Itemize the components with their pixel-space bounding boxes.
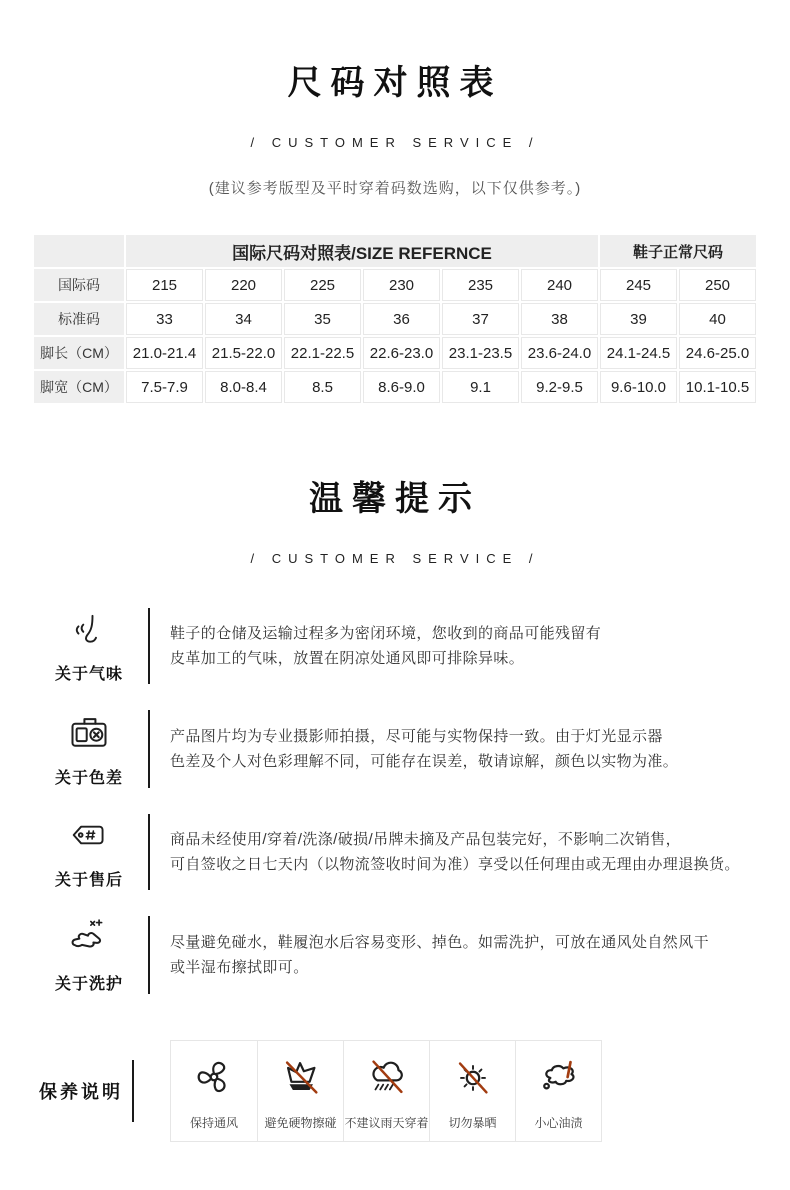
- table-cell: 37: [442, 303, 519, 335]
- size-chart-note: (建议参考版型及平时穿着码数选购，以下仅供参考。): [208, 180, 582, 197]
- care-item-label: 不建议雨天穿着: [344, 1116, 429, 1130]
- bottom-whitespace: [0, 1142, 790, 1190]
- no-rain-icon: [364, 1054, 410, 1105]
- care-item-label: 切勿暴晒: [448, 1116, 497, 1130]
- tip-odor: [30, 608, 760, 684]
- row-label: 国际码: [34, 269, 124, 301]
- tip-text-line: 尽量避免碰水，鞋履泡水后容易变形、掉色。如需洗护，可放在通风处自然风干: [170, 934, 710, 951]
- vertical-divider: [132, 1060, 134, 1122]
- table-cell: 9.2-9.5: [521, 371, 598, 403]
- tip-label-odor: 关于气味: [54, 666, 123, 683]
- table-cell: 21.5-22.0: [205, 337, 282, 369]
- tip-label-aftersales: 关于售后: [54, 872, 123, 889]
- table-row-international: [34, 269, 756, 301]
- row-label: 脚宽（CM）: [34, 371, 124, 403]
- table-cell: 21.0-21.4: [126, 337, 203, 369]
- table-cell: 9.1: [442, 371, 519, 403]
- tip-text-line: 产品图片均为专业摄影师拍摄，尽可能与实物保持一致。由于灯光显示器: [170, 728, 663, 745]
- table-cell: 220: [205, 269, 282, 301]
- tag-icon: [68, 814, 110, 861]
- tip-washing-care: [30, 916, 760, 994]
- tip-after-sales: [30, 814, 760, 890]
- care-item-label: 保持通风: [189, 1116, 238, 1130]
- table-cell: 23.6-24.0: [521, 337, 598, 369]
- tip-text-line: 可自签收之日七天内（以物流签收时间为准）享受以任何理由或无理由办理退换货。: [170, 856, 740, 873]
- oil-stain-icon: [536, 1054, 582, 1105]
- table-cell: 22.6-23.0: [363, 337, 440, 369]
- table-cell: 245: [600, 269, 677, 301]
- table-cell: 230: [363, 269, 440, 301]
- table-cell: 7.5-7.9: [126, 371, 203, 403]
- customer-service-divider: / CUSTOMER SERVICE /: [250, 551, 540, 566]
- care-section-label: 保养说明: [39, 1082, 123, 1102]
- table-cell: 35: [284, 303, 361, 335]
- size-table-corner-cell: [34, 235, 124, 267]
- table-cell: 8.0-8.4: [205, 371, 282, 403]
- row-label: 标准码: [34, 303, 124, 335]
- size-table-header-right: 鞋子正常尺码: [600, 235, 756, 267]
- tip-text-line: 皮革加工的气味，放置在阴凉处通风即可排除异味。: [170, 650, 525, 667]
- table-cell: 34: [205, 303, 282, 335]
- table-cell: 9.6-10.0: [600, 371, 677, 403]
- table-cell: 8.5: [284, 371, 361, 403]
- table-cell: 24.6-25.0: [679, 337, 756, 369]
- care-section: [30, 1040, 760, 1142]
- care-item-no-rain: [343, 1041, 429, 1141]
- size-chart-title: 尺码对照表: [287, 64, 503, 102]
- tip-text-line: 鞋子的仓储及运输过程多为密闭环境，您收到的商品可能残留有: [170, 625, 602, 642]
- care-item-label: 小心油渍: [534, 1116, 583, 1130]
- table-cell: 36: [363, 303, 440, 335]
- warm-tips-title: 温馨提示: [309, 480, 481, 518]
- no-hard-object-icon: [278, 1054, 324, 1105]
- table-row-foot-width: [34, 371, 756, 403]
- tip-color-difference: [30, 710, 760, 788]
- tips-list: [0, 608, 790, 994]
- table-cell: 39: [600, 303, 677, 335]
- care-item-ventilation: [171, 1041, 257, 1141]
- table-cell: 24.1-24.5: [600, 337, 677, 369]
- table-cell: 240: [521, 269, 598, 301]
- row-label: 脚长（CM）: [34, 337, 124, 369]
- table-cell: 10.1-10.5: [679, 371, 756, 403]
- hand-wash-icon: [67, 916, 111, 965]
- table-cell: 225: [284, 269, 361, 301]
- table-cell: 215: [126, 269, 203, 301]
- care-item-label: 避免硬物擦碰: [264, 1116, 337, 1130]
- table-cell: 23.1-23.5: [442, 337, 519, 369]
- fan-icon: [191, 1054, 237, 1105]
- tip-label-washing: 关于洗护: [54, 976, 123, 993]
- table-row-standard: [34, 303, 756, 335]
- table-cell: 235: [442, 269, 519, 301]
- tip-label-color: 关于色差: [54, 770, 123, 787]
- table-cell: 33: [126, 303, 203, 335]
- tip-text-line: 或半湿布擦拭即可。: [170, 959, 309, 976]
- size-table-header-row: [34, 235, 756, 267]
- tip-text-line: 色差及个人对色彩理解不同，可能存在误差，敬请谅解，颜色以实物为准。: [170, 753, 679, 770]
- tip-text-line: 商品未经使用/穿着/洗涤/破损/吊牌未摘及产品包装完好，不影响二次销售，: [170, 831, 682, 848]
- customer-service-divider: / CUSTOMER SERVICE /: [250, 135, 540, 150]
- table-cell: 38: [521, 303, 598, 335]
- table-cell: 250: [679, 269, 756, 301]
- no-sun-icon: [450, 1054, 496, 1105]
- care-item-no-hard-objects: [257, 1041, 343, 1141]
- nose-icon: [68, 608, 110, 655]
- table-cell: 40: [679, 303, 756, 335]
- table-cell: 22.1-22.5: [284, 337, 361, 369]
- care-item-no-sun: [429, 1041, 515, 1141]
- care-item-oil-stains: [515, 1041, 601, 1141]
- care-grid: [170, 1040, 602, 1142]
- table-cell: 8.6-9.0: [363, 371, 440, 403]
- size-table: [32, 233, 758, 405]
- size-table-header-left: 国际尺码对照表/SIZE REFERNCE: [126, 235, 598, 267]
- table-row-foot-length: [34, 337, 756, 369]
- camera-icon: [67, 710, 111, 759]
